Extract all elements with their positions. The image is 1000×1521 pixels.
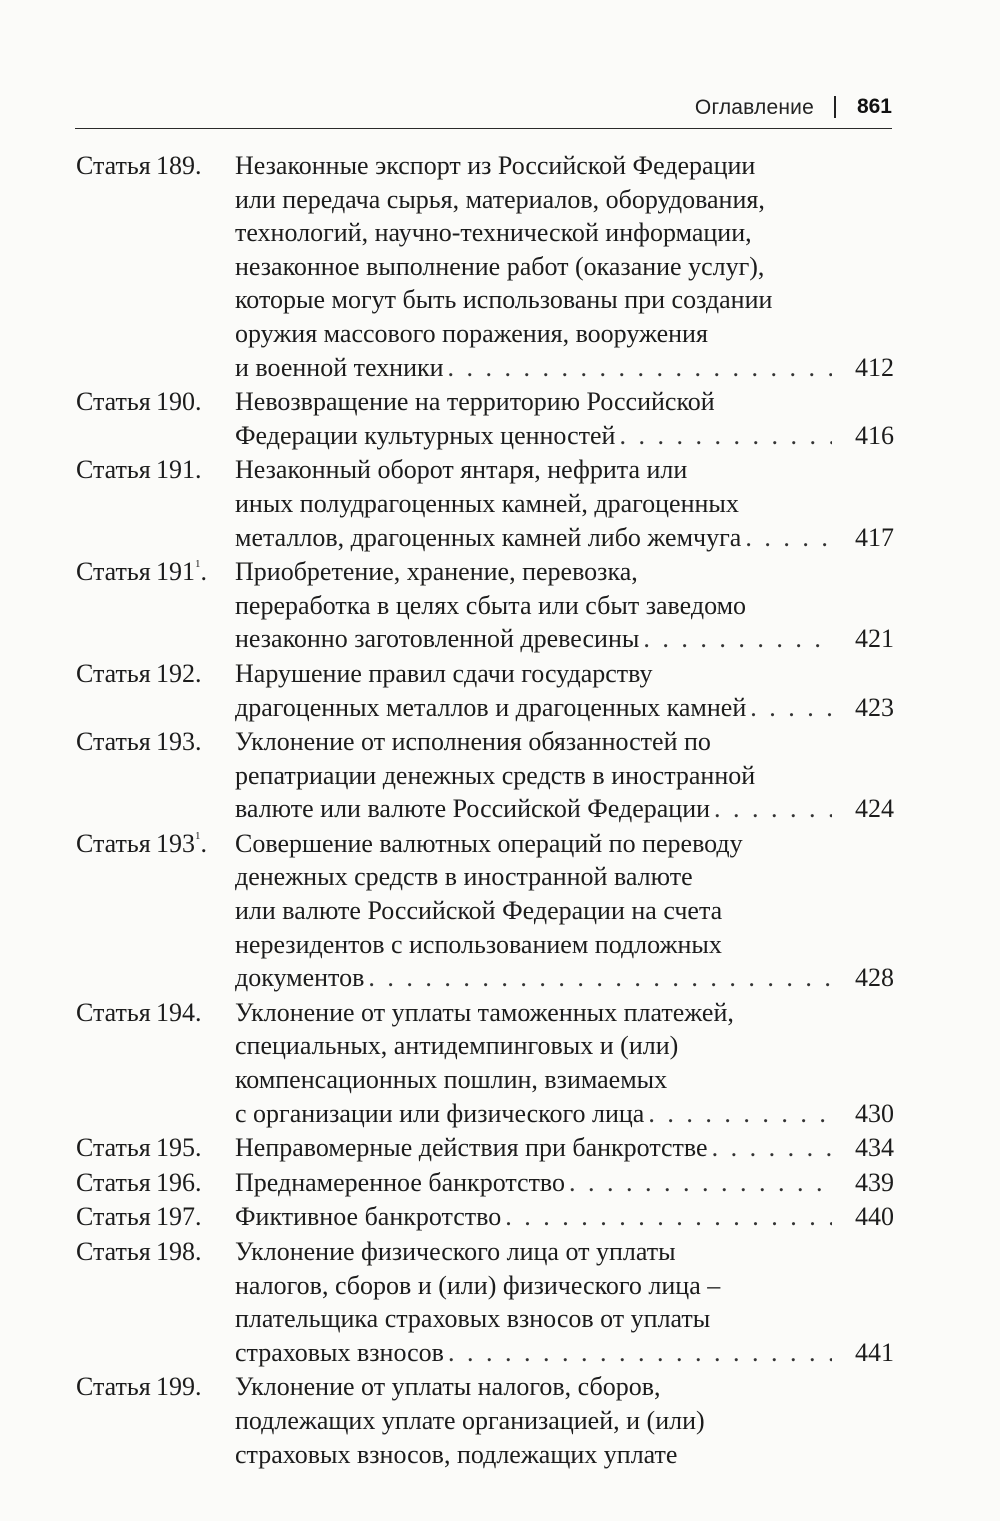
title-line: Уклонение от исполнения обязанностей по <box>235 727 711 757</box>
entry-page-number: 416 <box>855 420 894 450</box>
title-line: денежных средств в иностранной валюте <box>235 862 693 892</box>
title-line: репатриации денежных средств в иностранной <box>235 760 756 790</box>
article-label: Статья <box>76 1237 151 1266</box>
dot-leader <box>708 1131 832 1165</box>
title-last-line <box>235 1097 894 1131</box>
title-line: переработка в целях сбыта или сбыт заведомо <box>235 590 747 620</box>
title-line: Уклонение физического лица от уплаты <box>235 1237 676 1266</box>
article-number <box>76 385 202 419</box>
title-line: Совершение валютных операций по переводу <box>235 828 743 858</box>
title-line: технологий, научно-технической информации, <box>235 218 752 248</box>
entry-page-number: 439 <box>855 1167 894 1197</box>
dot-leader <box>710 792 832 826</box>
page-number: 861 <box>856 95 892 118</box>
article-number <box>76 1131 202 1165</box>
article-num: 197. <box>156 1202 202 1232</box>
title-line: Незаконный оборот янтаря, нефрита или <box>235 455 688 485</box>
title-line: которые могут быть использованы при создании <box>235 285 773 315</box>
dot-leader <box>501 1200 832 1234</box>
article-label: Статья <box>76 151 151 180</box>
title-line: с организации или физического лица <box>235 1098 645 1128</box>
entry-title <box>235 149 894 384</box>
toc-entry <box>76 385 894 452</box>
article-number: Статья $193^1$. <box>76 827 207 861</box>
title-line: страховых взносов, подлежащих уплате <box>235 1439 678 1469</box>
article-num: 199. <box>156 1372 202 1402</box>
toc-entry <box>76 827 894 995</box>
article-label: Статья <box>76 557 151 587</box>
entry-title <box>235 1200 894 1234</box>
article-label: Статья <box>76 1202 151 1232</box>
title-line: валюте или валюте Российской Федерации <box>235 794 711 824</box>
entry-page-number: 423 <box>855 692 894 722</box>
entry-page-number: 430 <box>855 1098 894 1128</box>
title-line: Неправомерные действия при банкротстве <box>235 1133 708 1163</box>
title-line: страховых взносов <box>235 1337 444 1367</box>
dot-leader <box>746 691 832 725</box>
article-label: Статья <box>76 1167 151 1197</box>
entry-page-number: 441 <box>855 1337 894 1367</box>
toc-entry <box>76 1370 894 1471</box>
article-num: 198. <box>156 1237 202 1266</box>
article-num: 192. <box>156 658 202 688</box>
dot-leader <box>639 622 832 656</box>
toc-entry <box>76 1166 894 1200</box>
title-last-line <box>235 691 894 725</box>
toc-entry <box>76 657 894 724</box>
entry-title <box>235 827 894 995</box>
entry-title <box>235 657 894 724</box>
toc-entry <box>76 555 894 656</box>
title-line: Фиктивное банкротство <box>235 1202 502 1232</box>
entry-page-number: 421 <box>855 624 894 654</box>
title-line: оружия массового поражения, вооружения <box>235 318 708 348</box>
article-number <box>76 996 202 1030</box>
title-last-line <box>235 961 894 995</box>
entry-title <box>235 385 894 452</box>
entry-title <box>235 1370 894 1471</box>
article-num: 193 <box>156 828 195 858</box>
article-num: 190. <box>156 387 202 417</box>
entry-title <box>235 1235 894 1369</box>
entry-page-number: 434 <box>855 1133 894 1163</box>
dot-leader <box>644 1097 832 1131</box>
title-line: подлежащих уплате организацией, и (или) <box>235 1405 705 1435</box>
dot-leader <box>444 1336 832 1370</box>
article-number <box>76 1235 202 1269</box>
entry-page-number: 440 <box>855 1202 894 1232</box>
dot-leader <box>565 1166 832 1200</box>
article-number <box>76 453 202 487</box>
title-line: нерезидентов с использованием подложных <box>235 929 722 959</box>
title-line: Уклонение от уплаты налогов, сборов, <box>235 1372 661 1402</box>
article-number <box>76 1166 202 1200</box>
article-number <box>76 149 202 183</box>
article-number <box>76 657 202 691</box>
article-num: 195. <box>156 1133 202 1163</box>
entry-title <box>235 555 894 656</box>
toc-entry <box>76 1131 894 1165</box>
title-line: металлов, драгоценных камней либо жемчуга <box>235 522 742 552</box>
entry-page-number: 412 <box>855 352 894 382</box>
title-line: документов <box>235 963 365 993</box>
entry-title <box>235 725 894 826</box>
article-label: Статья <box>76 658 151 688</box>
title-line: Уклонение от уплаты таможенных платежей, <box>235 997 734 1027</box>
title-line: Преднамеренное банкротство <box>235 1167 566 1197</box>
article-num: 194. <box>156 997 202 1027</box>
title-line: незаконно заготовленной древесины <box>235 624 640 654</box>
entry-title <box>235 1166 894 1200</box>
toc-entry <box>76 1200 894 1234</box>
title-line: специальных, антидемпинговых и (или) <box>235 1031 679 1061</box>
title-line: налогов, сборов и (или) физического лица – <box>235 1270 721 1300</box>
title-line: Федерации культурных ценностей <box>235 420 616 450</box>
dot-leader <box>444 351 832 385</box>
article-label: Статья <box>76 1372 151 1402</box>
title-last-line <box>235 622 894 656</box>
toc-entry <box>76 1235 894 1369</box>
dot-leader <box>364 961 832 995</box>
article-number: Статья $191^1$. <box>76 555 207 589</box>
article-num: 189. <box>156 151 202 180</box>
toc-entry <box>76 453 894 554</box>
article-num: 196. <box>156 1167 202 1197</box>
title-last-line <box>235 1200 894 1234</box>
title-last-line <box>235 351 894 385</box>
article-num: 191 <box>156 557 195 587</box>
title-line: или передача сырья, материалов, оборудования, <box>235 184 765 214</box>
article-superscript: 1 <box>195 558 201 571</box>
entry-title <box>235 1131 894 1165</box>
article-label: Статья <box>76 727 151 757</box>
article-label: Статья <box>76 1133 151 1163</box>
title-line: Нарушение правил сдачи государству <box>235 658 653 688</box>
title-last-line <box>235 792 894 826</box>
article-label: Статья <box>76 455 151 485</box>
running-header <box>75 94 892 129</box>
title-line: незаконное выполнение работ (оказание услуг), <box>235 251 765 281</box>
toc-entry <box>76 725 894 826</box>
article-label: Статья <box>76 387 151 417</box>
title-last-line <box>235 1166 894 1200</box>
toc-entry <box>76 996 894 1130</box>
article-label: Статья <box>76 997 151 1027</box>
entry-title <box>235 453 894 554</box>
title-last-line <box>235 419 894 453</box>
running-title: Оглавление <box>694 96 814 119</box>
article-num: 193. <box>156 727 202 757</box>
article-superscript: 1 <box>195 829 201 842</box>
title-line: драгоценных металлов и драгоценных камней <box>235 692 747 722</box>
title-line: плательщика страховых взносов от уплаты <box>235 1304 711 1334</box>
header-separator <box>834 96 836 118</box>
dot-leader <box>615 419 832 453</box>
title-line: компенсационных пошлин, взимаемых <box>235 1065 668 1095</box>
title-line: Невозвращение на территорию Российской <box>235 387 715 417</box>
entry-page-number: 424 <box>855 794 894 824</box>
table-of-contents <box>76 149 894 1472</box>
entry-page-number: 417 <box>855 522 894 552</box>
title-last-line <box>235 1336 894 1370</box>
toc-entry <box>76 149 894 384</box>
title-last-line <box>235 521 894 555</box>
article-num: 191. <box>156 455 202 485</box>
title-line: или валюте Российской Федерации на счета <box>235 896 723 926</box>
title-line: иных полудрагоценных камней, драгоценных <box>235 488 739 518</box>
article-label: Статья <box>76 828 151 858</box>
article-number <box>76 1370 202 1404</box>
article-number <box>76 725 202 759</box>
title-line: Незаконные экспорт из Российской Федерации <box>235 151 756 180</box>
title-line: Приобретение, хранение, перевозка, <box>235 557 638 587</box>
entry-page-number: 428 <box>855 963 894 993</box>
dot-leader <box>741 521 832 555</box>
title-line: и военной техники <box>235 352 444 382</box>
article-number <box>76 1200 202 1234</box>
entry-title <box>235 996 894 1130</box>
title-last-line <box>235 1131 894 1165</box>
